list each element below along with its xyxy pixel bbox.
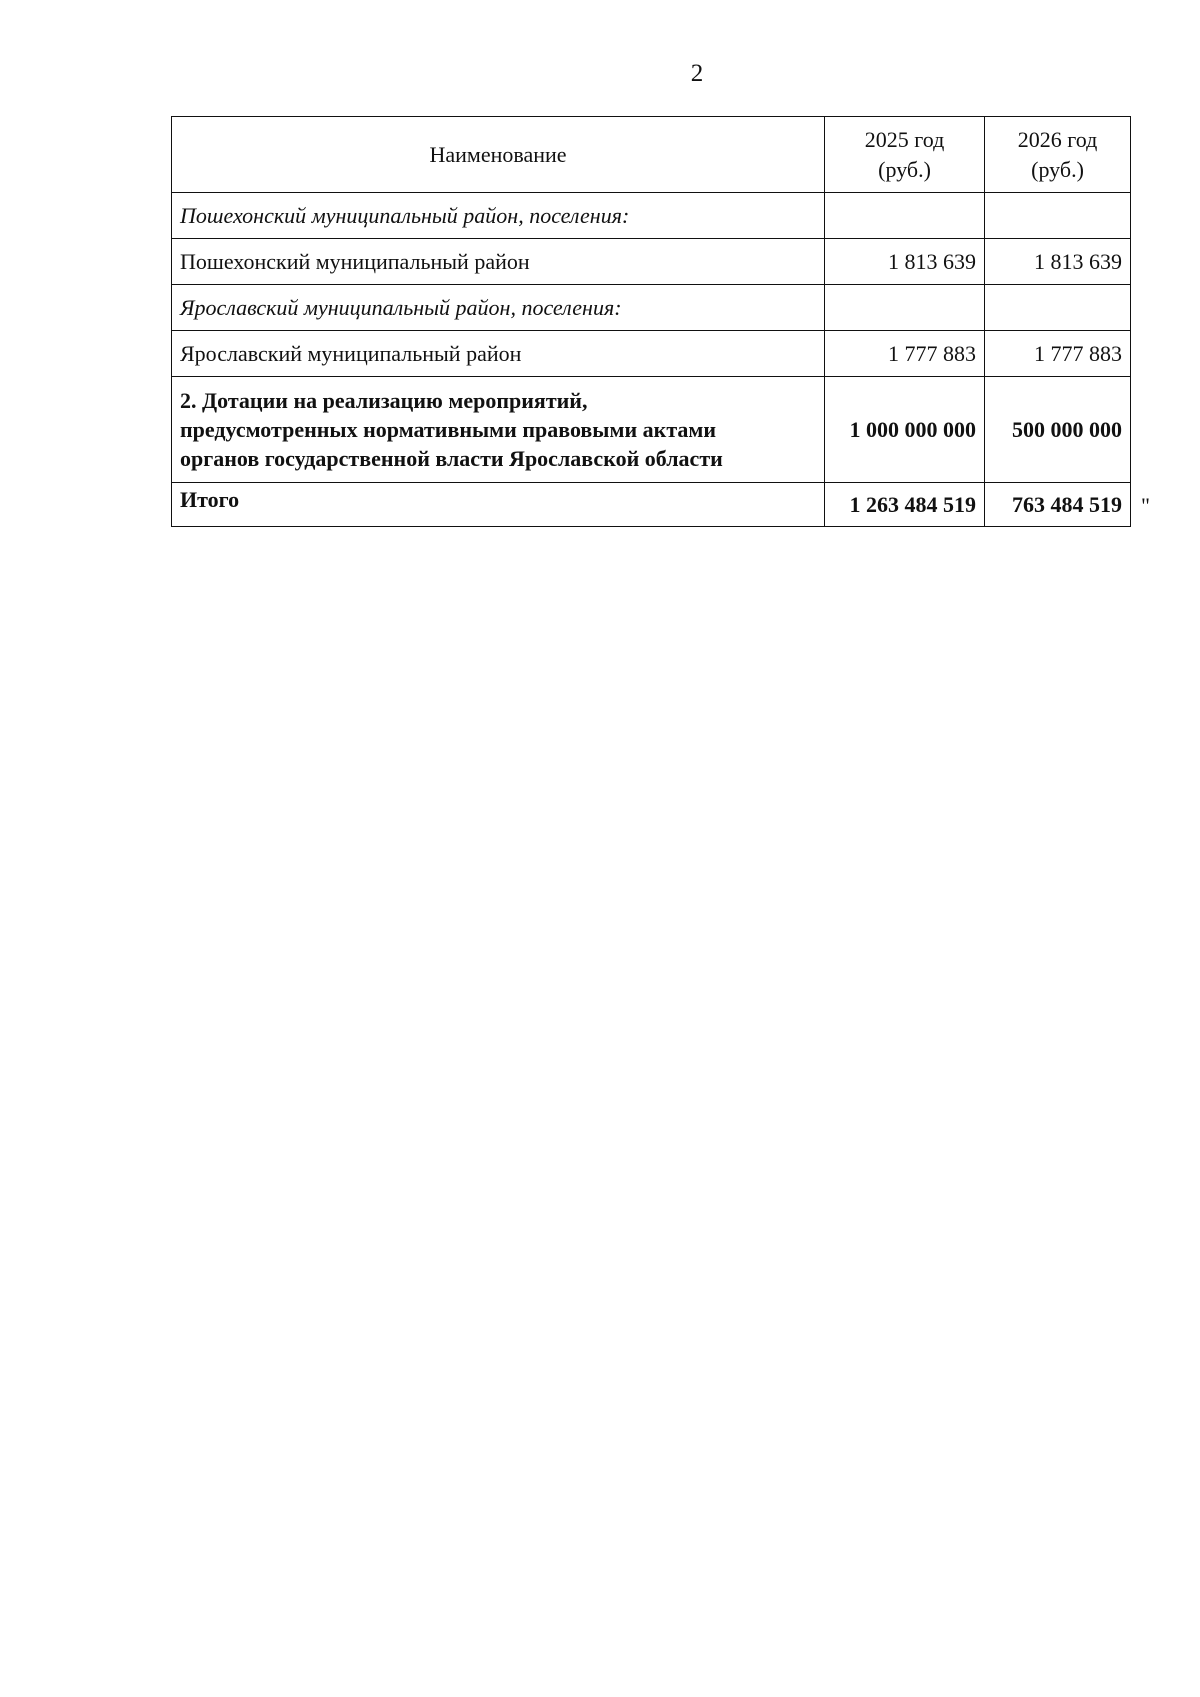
total-label: Итого — [172, 483, 825, 527]
cell-2025: 1 000 000 000 — [825, 377, 985, 483]
cell-2025 — [825, 193, 985, 239]
section-label-line: 2. Дотации на реализацию мероприятий, — [180, 388, 588, 413]
cell-2026: 1 777 883 — [985, 331, 1131, 377]
column-header-2025-unit: (руб.) — [878, 156, 931, 182]
row-label: Пошехонский муниципальный район — [172, 239, 825, 285]
closing-quote-mark: " — [1141, 493, 1150, 518]
cell-2026: 1 813 639 — [985, 239, 1131, 285]
cell-2025: 1 813 639 — [825, 239, 985, 285]
table-row-group-yaroslavsky — [172, 285, 1131, 331]
table-header-row — [172, 117, 1131, 193]
table-row-total — [172, 483, 1131, 527]
table-row-yaroslavsky-district — [172, 331, 1131, 377]
cell-2026: 500 000 000 — [985, 377, 1131, 483]
column-header-2025-year: 2025 год — [864, 126, 945, 152]
row-label: Ярославский муниципальный район — [172, 331, 825, 377]
column-header-2026-year: 2026 год — [1017, 126, 1098, 152]
cell-2025: 1 777 883 — [825, 331, 985, 377]
group-label: Пошехонский муниципальный район, поселения: — [172, 193, 825, 239]
table-row-poshekhonsky-district — [172, 239, 1131, 285]
page-number: 2 — [690, 60, 704, 87]
cell-2025 — [825, 285, 985, 331]
column-header-2026 — [985, 117, 1131, 193]
section-label-line: предусмотренных нормативными правовыми актами — [180, 417, 717, 442]
group-label: Ярославский муниципальный район, поселения: — [172, 285, 825, 331]
section-label — [172, 377, 825, 483]
cell-2026 — [985, 193, 1131, 239]
total-2025: 1 263 484 519 — [825, 483, 985, 527]
section-label-line: органов государственной власти Ярославской области — [180, 446, 723, 471]
table-row-section-2 — [172, 377, 1131, 483]
cell-2026 — [985, 285, 1131, 331]
table-row-group-poshekhonsky — [172, 193, 1131, 239]
budget-table — [171, 116, 1131, 527]
column-header-2025 — [825, 117, 985, 193]
column-header-2026-unit: (руб.) — [1031, 156, 1084, 182]
total-2026: 763 484 519 — [985, 483, 1131, 527]
column-header-name: Наименование — [172, 117, 825, 193]
